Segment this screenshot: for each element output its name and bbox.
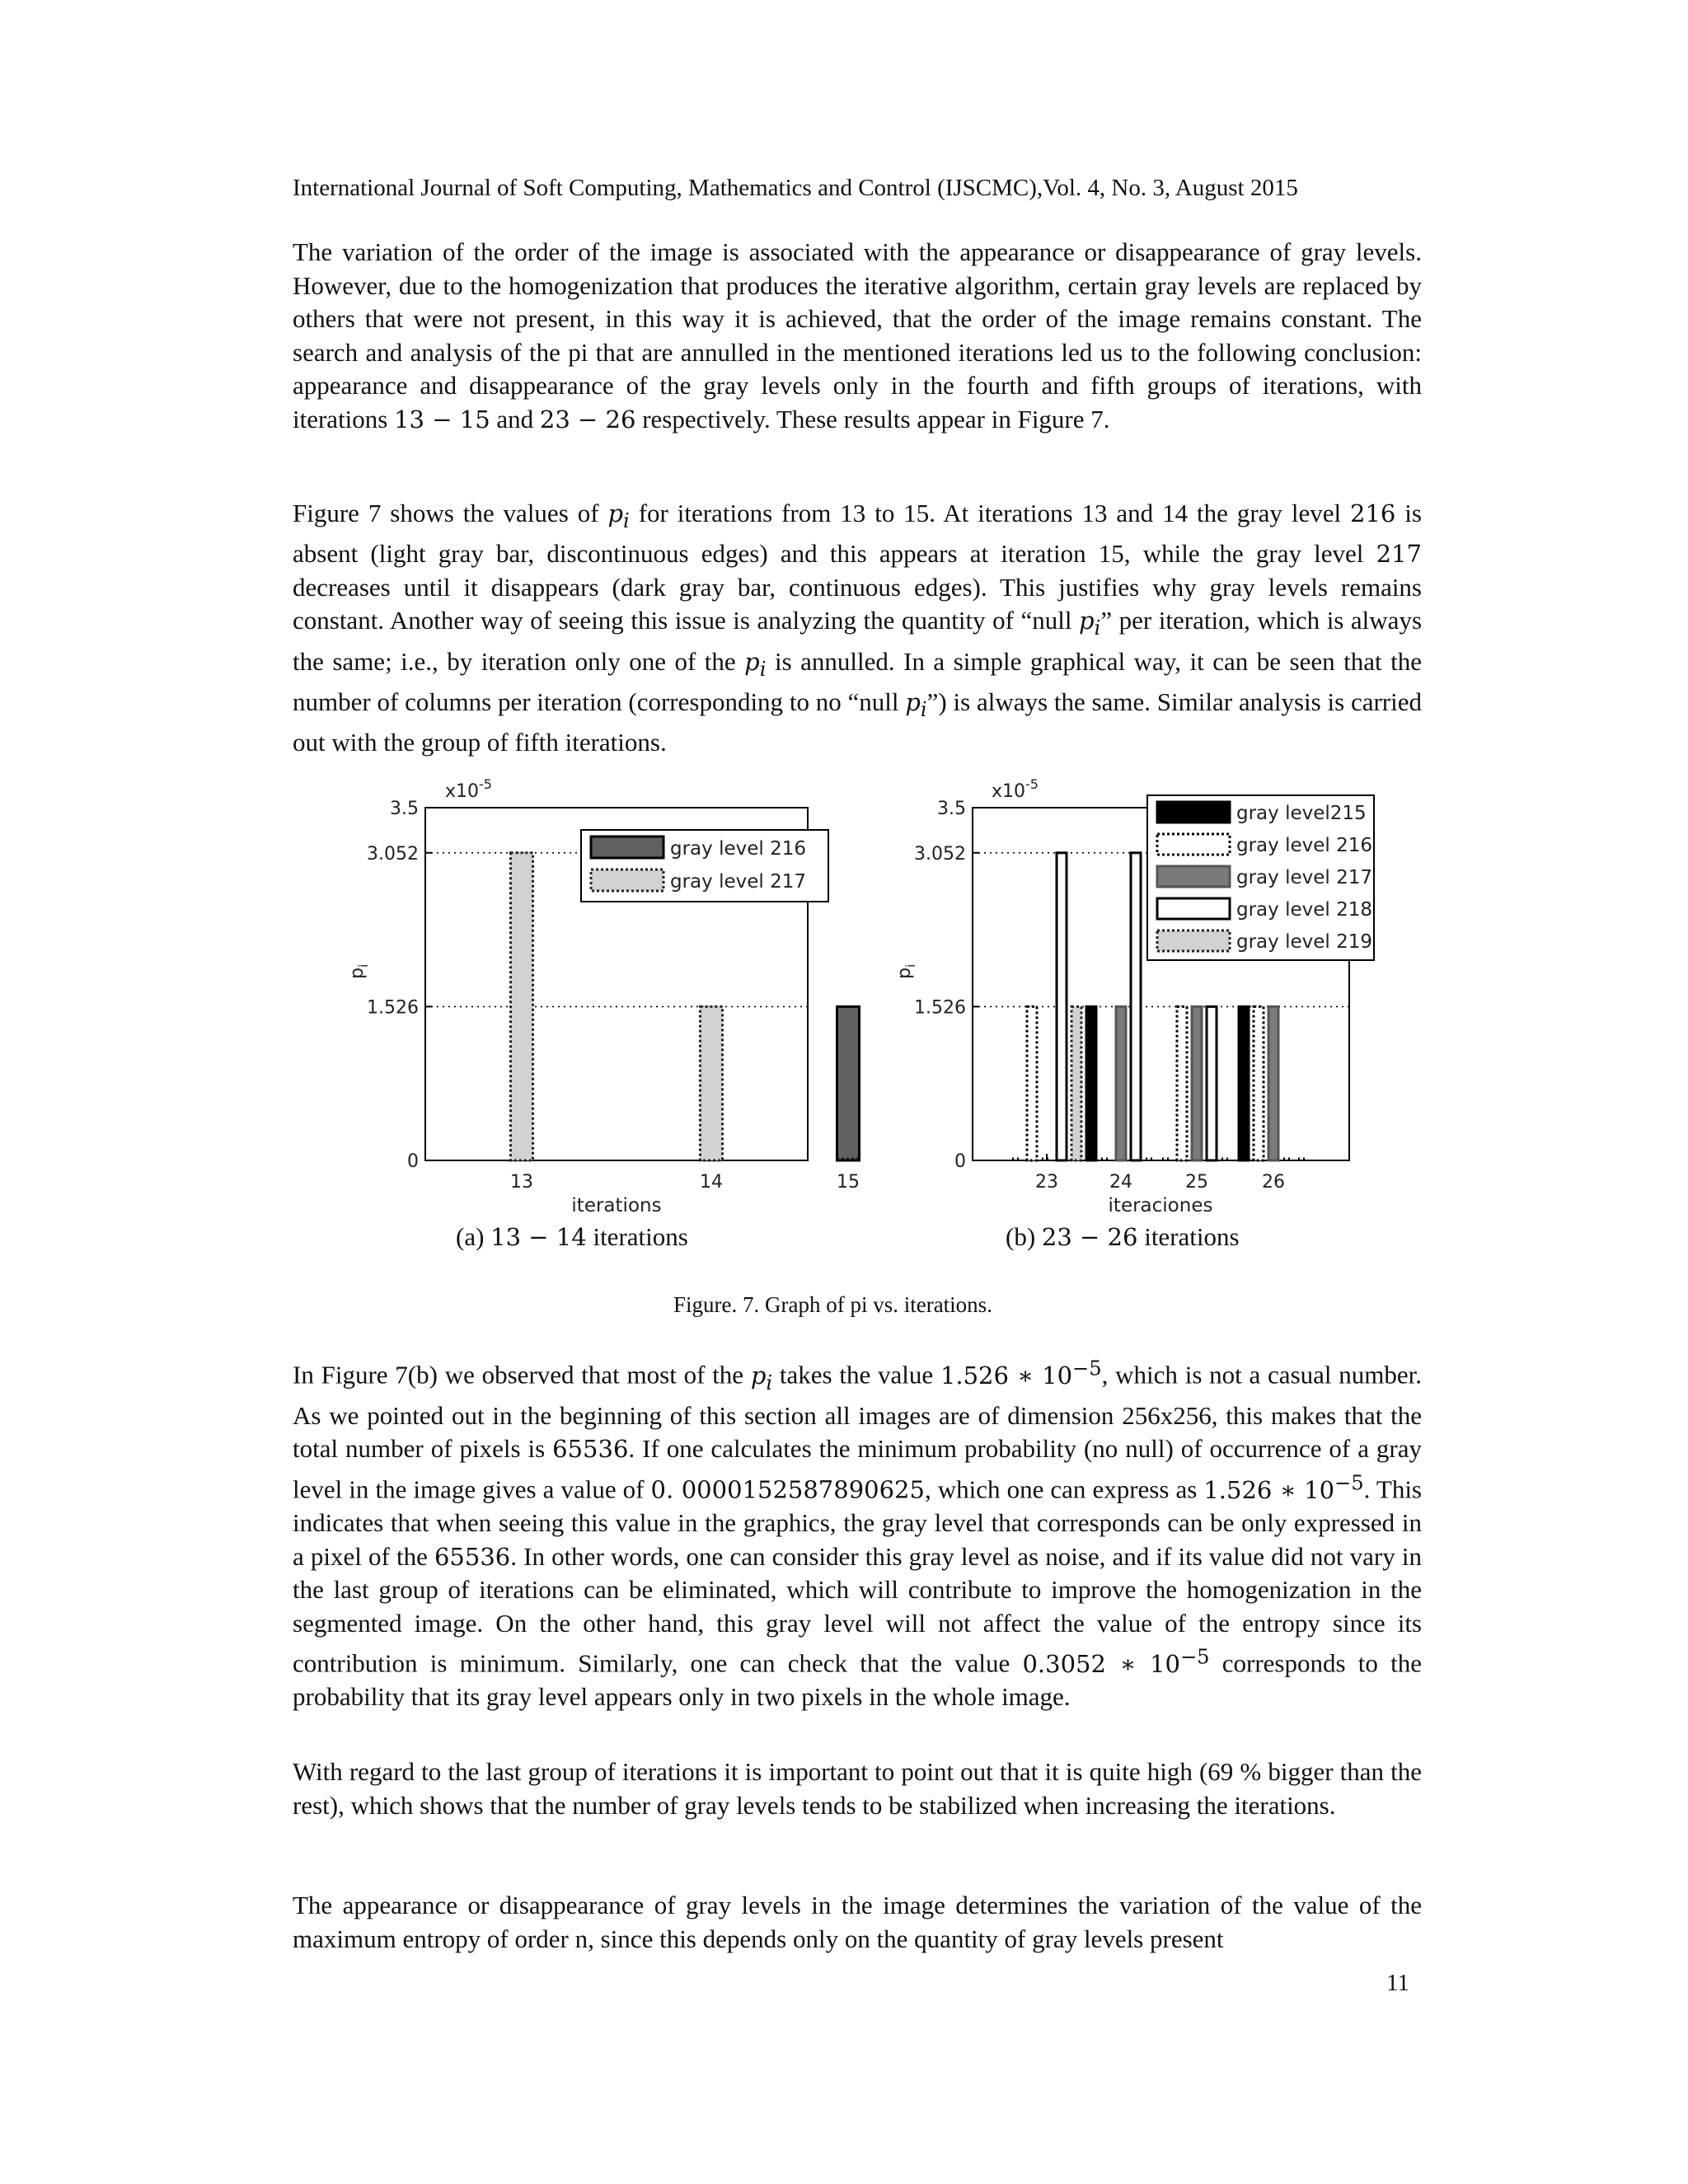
paragraph-2: Figure 7 shows the values of $p_i$ for iterations from 13 to 15. At iterations 13 and 14 the gray level 216 is absent (light gray bar, discontinuous edges) and this appears at iteration 15, while the gray level 217 decreases until it disappears (dark gray bar, continuous edges). This justifies why gray levels remains constant. Another way of seeing this issue is analyzing the quantity of “null $p_i$” per iteration, which is always the same; i.e., by iteration only one of the $p_i$ is annulled. In a simple graphical way, it can be seen that the number of columns per iteration (corresponding to no “null $p_i$”) is always the same. Similar analysis is carried out with the group of fifth iterations.: [293, 499, 1423, 757]
legend-swatch: [1157, 930, 1230, 951]
subcaption-a: (a) 13 − 14 iterations: [456, 1222, 688, 1251]
y-axis-label: $p_i$: [894, 963, 918, 979]
subcaption-b: (b) 23 − 26 iterations: [1006, 1222, 1240, 1251]
y-tick-label: 3.5: [937, 799, 966, 819]
bar-gray-level-219: [1071, 1006, 1081, 1160]
legend-swatch: [1157, 834, 1230, 855]
y-tick-label: 3.5: [390, 799, 419, 819]
y-tick-label: 1.526: [914, 997, 966, 1019]
x-tick-label: 26: [1262, 1172, 1285, 1193]
legend-label: gray level 217: [670, 871, 806, 893]
paragraph-4: With regard to the last group of iterations it is important to point out that it is quite high (69 % bigger than the rest), which shows that the number of gray levels tends to be stabilized when increasing the iterations.: [293, 1757, 1422, 1820]
legend-swatch: [591, 869, 663, 891]
x-tick-label: 13: [510, 1172, 533, 1193]
journal-header: International Journal of Soft Computing, Mathematics and Control (IJSCMC),Vol. 4, No. 3, August 2015: [293, 175, 1298, 201]
chart-b: [894, 776, 1374, 1216]
legend-label: gray level 216: [670, 838, 806, 860]
y-tick-label: 3.052: [367, 843, 419, 865]
figure-caption: Figure. 7. Graph of pi vs. iterations.: [673, 1292, 992, 1317]
bar-gray-level-216: [1254, 1006, 1264, 1160]
x-axis-label: iterations: [571, 1195, 662, 1216]
bar-gray-level-217: [1116, 1006, 1126, 1160]
legend-label: gray level 217: [1236, 867, 1372, 888]
x-tick-label: 14: [700, 1172, 723, 1193]
bar-gray-level-217: [701, 1006, 723, 1160]
paragraph-1: The variation of the order of the image is associated with the appearance or disappearance of gray levels. However, due to the homogenization that produces the iterative algorithm, certain gray levels are replaced by others that were not present, in this way it is achieved, that the order of the image remains constant. The search and analysis of the pi that are annulled in the mentioned iterations led us to the following conclusion: appearance and disappearance of the gray levels only in the fourth and fifth groups of iterations, with iterations 13 − 15 and 23 − 26 respectively. These results appear in Figure 7.: [293, 237, 1422, 434]
legend-swatch: [1157, 866, 1230, 887]
y-axis-label-sub: i: [903, 963, 918, 968]
x-axis-label: iteraciones: [1108, 1195, 1213, 1216]
bar-gray-level-218: [1207, 1006, 1217, 1160]
y-tick-label: 0: [954, 1151, 966, 1172]
y-tick-label: 3.052: [914, 843, 966, 865]
paragraph-3: In Figure 7(b) we observed that most of the $p_i$ takes the value 1.526 ∗ $10^{-5}$, which is not a casual number. As we pointed out in the beginning of this section all images are of dimension 256x256, this makes that the total number of pixels is 65536. If one calculates the minimum probability (no null) of occurrence of a gray level in the image gives a value of 0. 0000152587890625, which one can express as 1.526 ∗ $10^{-5}$. This indicates that when seeing this value in the graphics, the gray level that corresponds can be only expressed in a pixel of the 65536. In other words, one can consider this gray level as noise, and if its value did not vary in the last group of iterations can be eliminated, which will contribute to improve the homogenization in the segmented image. On the other hand, this gray level will not affect the value of the entropy since its contribution is minimum. Similarly, one can check that the value 0.3052 ∗ $10^{-5}$ corresponds to the probability that its gray level appears only in two pixels in the whole image.: [293, 1357, 1423, 1712]
legend-swatch: [1157, 898, 1230, 919]
x-tick-label: 24: [1109, 1172, 1132, 1193]
chart-a: [347, 776, 860, 1216]
legend-label: gray level 216: [1236, 835, 1372, 856]
y-tick-label: 0: [407, 1151, 419, 1172]
x-tick-label: 15: [837, 1172, 860, 1193]
legend-label: gray level 218: [1236, 899, 1372, 921]
bar-gray-level-216: [1177, 1006, 1187, 1160]
y-axis-label-sub: i: [356, 963, 371, 968]
y-axis-label: $p_i$: [347, 963, 371, 979]
scale-exponent: -5: [479, 776, 492, 792]
bar-gray-level-217: [511, 853, 533, 1160]
legend-label: gray level215: [1236, 803, 1367, 824]
bar-gray-level-216: [1027, 1006, 1037, 1160]
x-tick-label: 25: [1185, 1172, 1208, 1193]
x-tick-label: 23: [1035, 1172, 1058, 1193]
scale-exponent: -5: [1025, 776, 1039, 792]
bar-gray-level-217: [1192, 1006, 1202, 1160]
bar-gray-level-217: [1268, 1006, 1278, 1160]
bar-gray-level215: [1239, 1006, 1249, 1160]
page-number: 11: [1386, 1970, 1409, 1996]
bar-gray-level-218: [1131, 853, 1141, 1160]
bar-gray-level-216: [837, 1006, 860, 1160]
bar-gray-level215: [1086, 1006, 1096, 1160]
scale-label: $x10^{-5}$: [445, 776, 492, 802]
paragraph-5: The appearance or disappearance of gray levels in the image determines the variation of the value of the maximum entropy of order n, since this depends only on the quantity of gray levels present: [293, 1891, 1422, 1953]
bar-gray-level-218: [1057, 853, 1067, 1160]
y-tick-label: 1.526: [367, 997, 419, 1019]
scale-label: $x10^{-5}$: [992, 776, 1039, 802]
legend-label: gray level 219: [1236, 931, 1372, 953]
legend-swatch: [591, 837, 663, 858]
legend-swatch: [1157, 802, 1230, 823]
